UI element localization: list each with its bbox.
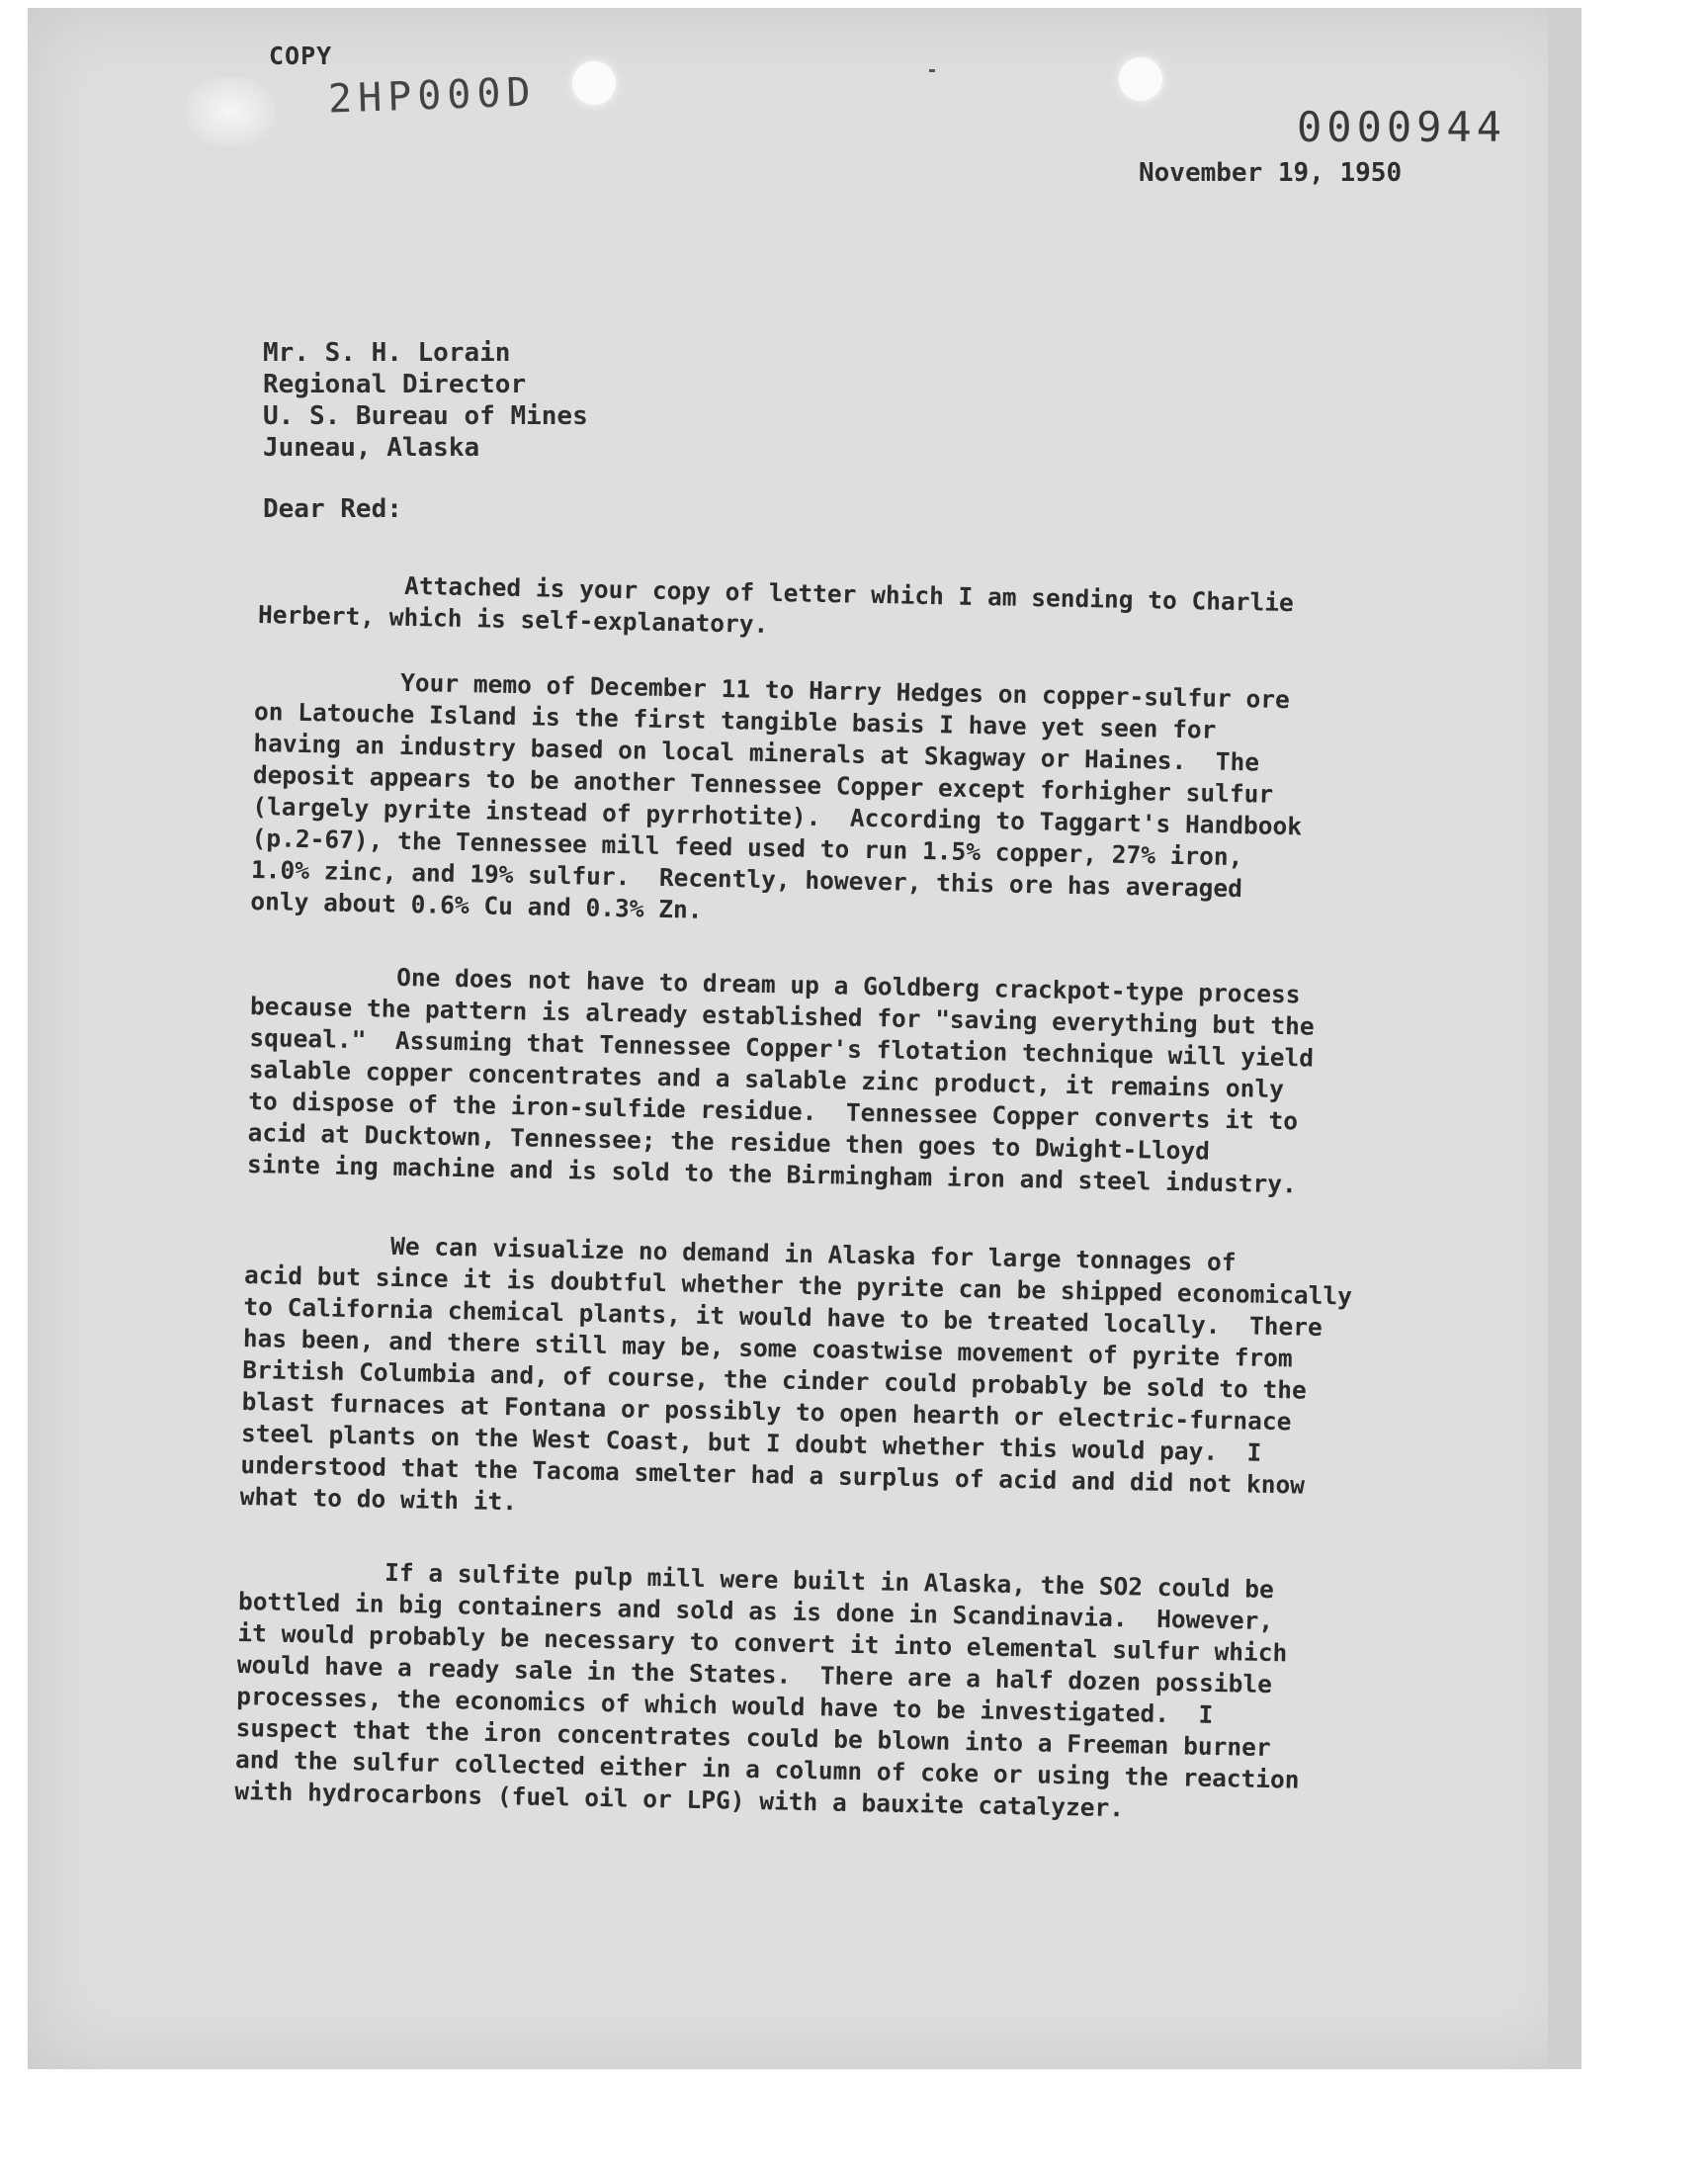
paragraph-2: Your memo of December 11 to Harry Hedges on copper-sulfur ore on Latouche Island is the first tangible basis I have yet seen for having an industry based on local minerals at Skagway or Haines. The deposit appears to be another Tennessee Copper except forhigher sulfur (largely pyrite instead of pyrrhotite). According to Taggart's Handbook (p.2-67), the Tennessee mill feed used to run 1.5% copper, 27% iron, 1.0% zinc, and 19% sulfur. Recently, however, this ore has averaged only about 0.6% Cu and 0.3% Zn. [250,664,1303,924]
punch-hole [572,61,616,105]
paragraph-4: We can visualize no demand in Alaska for large tonnages of acid but since it is doubtful whether the pyrite can be shipped economically to California chemical plants, it would have to be treated locally. There has been, and there still may be, some coastwise movement of pyrite from British Columbia and, of course, the cinder could probably be sold to the blast furnaces at Fontana or possibly to open hearth or electric-furnace steel plants on the West Coast, but I doubt whether this would pay. I understood that the Tacoma smelter had a surplus of acid and did not know what to do with it. [239,1228,1353,1517]
document-page-number: 0000944 [1297,103,1507,151]
paper-damage-mark [186,77,275,146]
paragraph-5: If a sulfite pulp mill were built in Alaska, the SO2 could be bottled in big containers and sold as is done in Scandinavia. However, it would probably be necessary to convert it into elemental sulfur which would have a ready sale in the States. There are a half dozen possible processes, the economics of which would have to be investigated. I suspect that the iron concentrates could be blown into a Freeman burner and the sulfur collected either in a column of coke or using the reaction with hydrocarbons (fuel oil or LPG) with a bauxite catalyzer. [234,1554,1300,1823]
recipient-organization: U. S. Bureau of Mines [263,401,588,431]
recipient-title: Regional Director [263,370,527,399]
punch-hole [1119,57,1162,101]
document-stamp-number: 2HP000D [327,69,538,123]
paragraph-3: One does not have to dream up a Goldberg crackpot-type process because the pattern is already established for "saving everything but the squeal." Assuming that Tennessee Copper's flotation technique will yield salable copper concentrates and a salable zinc product, it remains only to dispose of the iron-sulfide residue. Tennessee Copper converts it to acid at Ducktown, Tennessee; the residue then goes to Dwight-Lloyd sinte ing machine and is sold to the Birmingham iron and steel industry. [246,959,1315,1199]
recipient-name: Mr. S. H. Lorain [263,338,511,368]
sheet-edge-shadow [1548,8,1581,2069]
stray-mark [929,69,935,72]
copy-label: COPY [269,42,333,70]
salutation: Dear Red: [263,494,402,524]
letter-date: November 19, 1950 [1139,158,1403,188]
recipient-location: Juneau, Alaska [263,433,480,463]
paragraph-1: Attached is your copy of letter which I am sending to Charlie Herbert, which is self-explanatory. [257,567,1295,639]
